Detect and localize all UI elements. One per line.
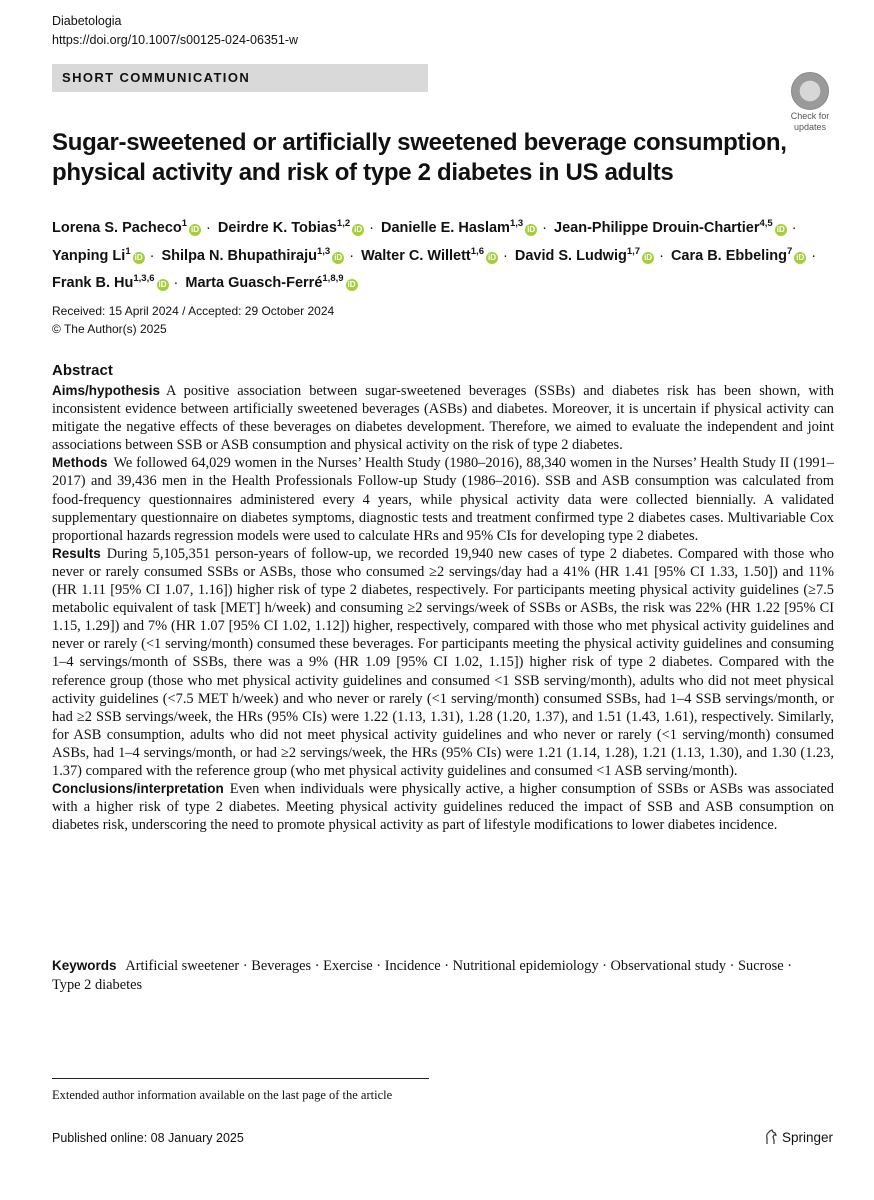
author-separator: · [542, 219, 548, 236]
copyright: © The Author(s) 2025 [52, 322, 167, 336]
author[interactable] [218, 220, 366, 236]
author-separator: · [811, 247, 817, 264]
author-separator: · [369, 219, 374, 236]
keywords-list: Artificial sweetener · Beverages · Exercise · Incidence · Nutritional epidemiology · Observational study · Sucrose · Type 2 diabetes [52, 958, 792, 993]
keyword: Beverages [251, 958, 312, 974]
keywords-label: Keywords [52, 958, 117, 973]
author-name: Jean-Philippe Drouin-Chartier [554, 219, 760, 236]
keyword: Observational study [610, 958, 727, 974]
abstract-section-label: Aims/hypothesis [52, 383, 161, 398]
author-separator: · [791, 219, 797, 236]
orcid-icon[interactable]: iD [644, 252, 653, 262]
keyword: Sucrose [738, 958, 784, 974]
publisher-name: Springer [782, 1129, 834, 1145]
author-separator: · [173, 275, 179, 292]
journal-name: Diabetologia [52, 14, 122, 28]
check-for-updates-icon [791, 72, 829, 110]
author-separator: · [206, 219, 211, 236]
abstract-section-text: A positive association between sugar-sweetened beverages (SSBs) and diabetes risk has been shown, with inconsistent evidence between artificially sweetened beverages (ASBs) and diabetes. Moreover, it is uncertain if physical activity can mitigate the negative effects of these beverages on diabetes development. Therefore, we aimed to evaluate the independent and joint associations between SSB or ASB consumption and physical activity on the risk of type 2 diabetes. [52, 383, 834, 454]
abstract-section [52, 382, 834, 454]
author-name: Lorena S. Pacheco [52, 219, 182, 236]
orcid-icon[interactable]: iD [796, 252, 805, 262]
check-for-updates-badge[interactable] [788, 72, 832, 132]
abstract-section-text: We followed 64,029 women in the Nurses’ Health Study (1980–2016), 88,340 women in the Nurses’ Health Study II (1991–2017) and 39,436 men in the Health Professionals Follow-up Study (1986–2016). SSB and ASB consumption was calculated from food-frequency questionnaires administered every 4 years, while physical activity data were collected biennially. A validated supplementary questionnaire on diabetes symptoms, diagnostic tests and treatment confirmed type 2 diabetes cases. Multivariable Cox proportional hazards regression models were used to calculate HRs and 95% CIs for developing type 2 diabetes. [52, 455, 834, 544]
keyword: Exercise [323, 958, 373, 974]
footnote: Extended author information available on the last page of the article [52, 1088, 393, 1102]
author[interactable] [361, 245, 500, 264]
abstract-section [52, 454, 834, 544]
author[interactable] [185, 275, 359, 291]
keyword: Type 2 diabetes [52, 977, 143, 993]
author-affiliation: 1,8,9 [322, 273, 344, 285]
orcid-icon[interactable]: iD [134, 252, 143, 262]
abstract-section-label: Results [52, 545, 101, 561]
author[interactable] [52, 220, 203, 236]
author-name: David S. Ludwig [514, 247, 627, 264]
author-affiliation: 1,2 [336, 218, 351, 229]
author-separator: · [349, 247, 355, 264]
keyword: Incidence [384, 958, 441, 974]
author-affiliation: 1,3,6 [133, 273, 155, 285]
keyword: Artificial sweetener [125, 958, 240, 974]
orcid-icon[interactable]: iD [776, 224, 785, 234]
orcid-icon[interactable]: iD [527, 224, 536, 234]
orcid-icon[interactable]: iD [191, 224, 200, 234]
check-for-updates-line2: updates [793, 122, 827, 132]
received-accepted: Received: 15 April 2024 / Accepted: 29 October 2024 [52, 304, 335, 318]
author-name: Frank B. Hu [52, 275, 134, 292]
orcid-icon[interactable]: iD [487, 252, 496, 262]
author[interactable] [381, 220, 539, 236]
author[interactable] [670, 245, 808, 264]
author-affiliation: 7 [786, 245, 793, 257]
author-name: Cara B. Ebbeling [670, 247, 787, 264]
article-dates [52, 302, 334, 338]
abstract-section-text: During 5,105,351 person-years of follow-up, we recorded 19,940 new cases of type 2 diabetes. Compared with those who never or rarely consumed SSBs or ASBs, those who consumed ≥2 servings/day had a 41% (HR 1.41 [95% CI 1.33, 1.50]) and 11% (HR 1.11 [95% CI 1.07, 1.16]) higher risk of type 2 diabetes, respectively. For participants meeting physical activity guidelines (≥7.5 metabolic equivalent of task [MET] h/week) and consuming ≥2 servings/week of SSBs or ASBs, the risk was 22% (HR 1.22 [95% CI 1.15, 1.29]) and 7% (HR 1.07 [95% CI 1.02, 1.12]) higher, respectively, compared with those who met physical activity guidelines and never or rarely (<1 serving/month) consumed these beverages. For participants meeting the physical activity guidelines and consuming 1–4 servings/month of SSBs, there was a 9% (HR 1.09 [95% CI 1.02, 1.15]) higher risk of type 2 diabetes. Compared with the reference group (those who met physical activity guidelines and consumed <1 SSB serving/month), adults who did not meet physical activity guidelines (<7.5 MET h/week) and who never or rarely (<1 serving/month) consumed SSBs, had 1–4 SSB servings/month, or had ≥2 SSB servings/week, the HRs (95% CIs) were 1.22 (1.13, 1.31), 1.28 (1.20, 1.37), and 1.51 (1.43, 1.61), respectively. Similarly, for ASB consumption, adults who did not meet physical activity guidelines and who never or rarely (<1 serving/month) consumed ASBs, had 1–4 servings/month, or had ≥2 servings/week, the HRs (95% CIs) were 1.21 (1.14, 1.28), 1.21 (1.13, 1.30), and 1.30 (1.23, 1.37) compared with the reference group (who met physical activity guidelines and consumed <1 ASB serving/month). [52, 545, 834, 779]
author-name: Danielle E. Haslam [381, 219, 510, 236]
springer-horse-icon [764, 1129, 778, 1145]
abstract-section [52, 780, 834, 834]
author[interactable] [514, 245, 656, 264]
author-affiliation: 1 [125, 245, 131, 257]
author-separator: · [659, 247, 664, 264]
author[interactable] [52, 275, 171, 291]
doi-link[interactable]: https://doi.org/10.1007/s00125-024-06351-w [52, 33, 299, 47]
abstract-body [52, 382, 834, 834]
author-separator: · [149, 247, 155, 264]
published-date: Published online: 08 January 2025 [52, 1131, 244, 1145]
keywords [52, 956, 822, 995]
footnote-divider [52, 1078, 429, 1079]
author-affiliation: 1,7 [626, 245, 641, 257]
author-affiliation: 1,3 [316, 245, 331, 257]
author[interactable] [52, 245, 147, 264]
publisher-logo [764, 1129, 833, 1145]
author-list [52, 212, 822, 295]
abstract-section-label: Conclusions/interpretation [52, 781, 224, 797]
check-for-updates-line1: Check for [790, 111, 830, 121]
orcid-icon[interactable]: iD [347, 280, 356, 290]
author[interactable] [554, 220, 789, 236]
author-name: Deirdre K. Tobias [217, 219, 337, 236]
abstract-section-text: Even when individuals were physically active, a higher consumption of SSBs or ASBs was associated with a higher risk of type 2 diabetes. Meeting physical activity guidelines reduced the impact of SSB and ASB consumption on diabetes risk, underscoring the need to promote physical activity as part of lifestyle modifications to lower diabetes incidence. [52, 781, 834, 834]
author-name: Marta Guasch-Ferré [185, 275, 323, 292]
author[interactable] [161, 245, 346, 264]
author-name: Yanping Li [52, 247, 126, 264]
author-affiliation: 1,3 [509, 218, 524, 229]
author-affiliation: 1,6 [470, 245, 484, 257]
abstract-section [52, 545, 834, 780]
abstract-heading: Abstract [52, 362, 113, 379]
orcid-icon[interactable]: iD [334, 252, 343, 262]
author-name: Walter C. Willett [361, 247, 471, 264]
article-type-label: SHORT COMMUNICATION [62, 70, 251, 85]
orcid-icon[interactable]: iD [354, 224, 363, 234]
author-affiliation: 4,5 [759, 218, 773, 229]
keyword: Nutritional epidemiology [452, 958, 599, 974]
orcid-icon[interactable]: iD [158, 280, 167, 290]
author-affiliation: 1 [181, 218, 188, 229]
article-type-banner [52, 64, 428, 92]
author-name: Shilpa N. Bhupathiraju [161, 247, 317, 264]
article-title: Sugar-sweetened or artificially sweetened beverage consumption, physical activity and risk of type 2 diabetes in US adults [52, 129, 787, 186]
abstract-section-label: Methods [52, 455, 108, 471]
author-separator: · [502, 247, 508, 264]
